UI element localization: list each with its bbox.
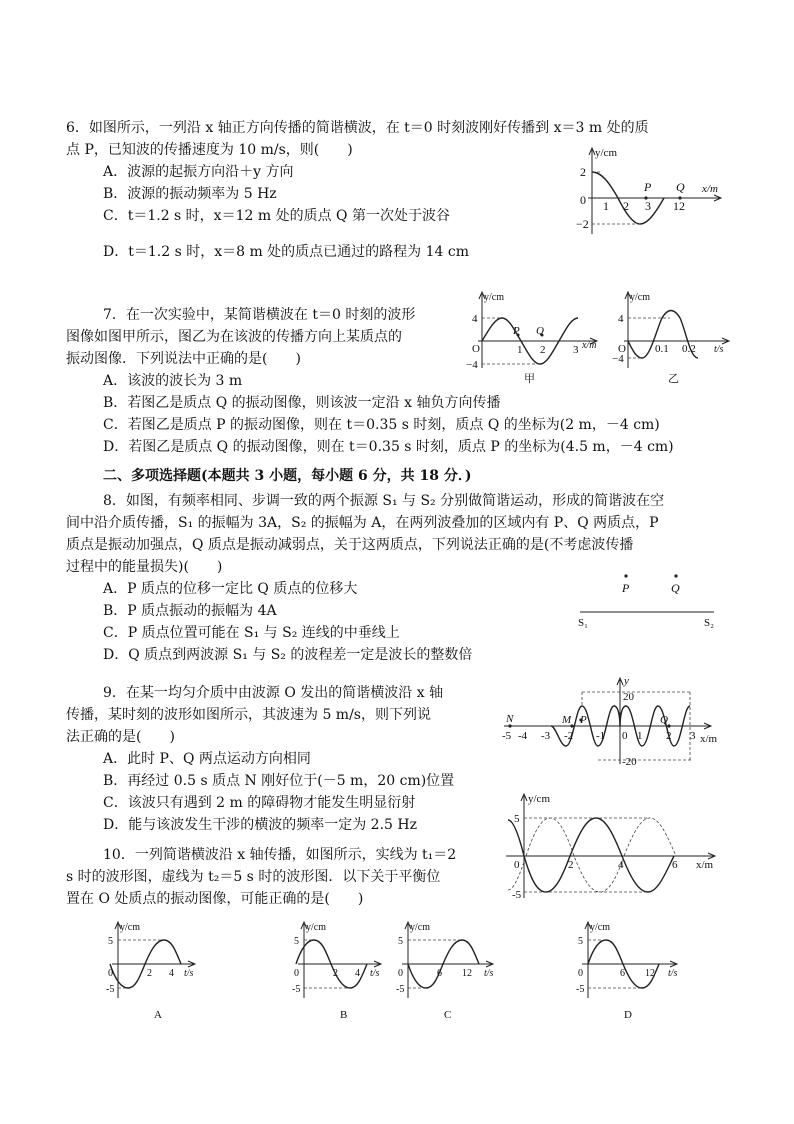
q7-stem-line2: 图像如图甲所示，图乙为在该波的传播方向上某质点的 — [66, 329, 402, 345]
q10-stem-line3: 置在 O 处质点的振动图像，可能正确的是( ) — [66, 891, 364, 907]
q8-option-d: D．Q 质点到两波源 S₁ 与 S₂ 的波程差一定是波长的整数倍 — [103, 647, 473, 663]
q10c-ylabel: y/cm — [410, 922, 430, 933]
q7b-caption: 乙 — [668, 373, 679, 385]
q10-fig-tick-2: 2 — [568, 859, 574, 871]
q10c-ypos: 5 — [398, 936, 403, 947]
q8-label-s2: S₂ — [704, 617, 714, 629]
q10-option-c-graph[interactable] — [392, 918, 500, 1023]
q6-fig-tick-1: 1 — [603, 199, 609, 213]
q10c-origin: 0 — [398, 968, 403, 979]
q10-stem-line1: 10．一列简谐横波沿 x 轴传播，如图所示，实线为 t₁＝2 — [103, 847, 457, 863]
q6-fig-tick-2: 2 — [623, 199, 629, 213]
q6-option-d: D．t＝1.2 s 时，x＝8 m 处的质点已通过的路程为 14 cm — [103, 244, 470, 260]
q8-option-a: A．P 质点的位移一定比 Q 质点的位移大 — [103, 581, 358, 597]
q8-label-q: Q — [671, 581, 680, 595]
q8-stem-line1: 8．如图，有频率相同、步调一致的两个振源 S₁ 与 S₂ 分别做简谐运动，形成的简谐波在空 — [103, 493, 665, 509]
q7a-tick-3: 3 — [573, 344, 579, 356]
q10b-tick-1: 2 — [333, 968, 338, 979]
q9-fig-tick-m4: -4 — [518, 730, 528, 742]
q7-option-c: C．若图乙是质点 P 的振动图像，则在 t＝0.35 s 时刻，质点 Q 的坐标为(2 m，－4 cm) — [103, 417, 660, 433]
q10a-tick-1: 2 — [147, 968, 152, 979]
q7-figure-a — [466, 286, 601, 386]
q7a-ylabel: y/cm — [484, 292, 504, 303]
q8-stem-line3: 质点是振动加强点，Q 质点是振动减弱点，关于这两质点，下列说法正确的是(不考虑波传播 — [66, 537, 634, 553]
q9-option-d: D．能与该波发生干涉的横波的频率一定为 2.5 Hz — [103, 817, 417, 833]
q7a-tick-2: 2 — [540, 344, 546, 356]
q6-option-c: C．t＝1.2 s 时，x＝12 m 处的质点 Q 第一次处于波谷 — [103, 208, 450, 224]
q10b-xlabel: t/s — [370, 968, 380, 979]
q10d-tick-2: 12 — [645, 968, 655, 979]
q7a-origin: O — [472, 343, 480, 355]
q10b-tick-2: 4 — [355, 968, 360, 979]
section-2-heading: 二、多项选择题(本题共 3 小题，每小题 6 分，共 18 分．) — [103, 468, 472, 484]
q10-fig-ypos: 5 — [514, 813, 520, 825]
q10d-origin: 0 — [578, 968, 583, 979]
q8-label-p: P — [622, 581, 630, 595]
q9-fig-label-q: Q — [660, 714, 668, 726]
q9-option-a: A．此时 P、Q 两点运动方向相同 — [103, 751, 311, 767]
q7a-caption: 甲 — [524, 373, 535, 385]
q6-wave-figure — [570, 142, 730, 242]
q10a-ylabel: y/cm — [120, 922, 140, 933]
q9-fig-label-n: N — [506, 713, 514, 725]
q10d-label: D — [624, 1009, 632, 1021]
q8-figure — [572, 568, 732, 630]
q10-wave-figure — [500, 790, 725, 905]
q10d-xlabel: t/s — [668, 968, 678, 979]
q6-fig-origin: 0 — [580, 193, 586, 207]
q10d-ypos: 5 — [578, 936, 583, 947]
q7-figure-b — [610, 286, 735, 386]
q8-option-b: B．P 质点振动的振幅为 4A — [103, 603, 277, 619]
q7-option-a: A．该波的波长为 3 m — [103, 373, 243, 389]
q7-stem-line1: 7．在一次实验中，某简谐横波在 t＝0 时刻的波形 — [103, 307, 416, 323]
q10b-ylabel: y/cm — [306, 922, 326, 933]
q10d-tick-1: 6 — [620, 968, 625, 979]
q10-option-b-graph[interactable] — [288, 918, 388, 1023]
q9-fig-tick-1: 1 — [637, 730, 643, 742]
q10-fig-yneg: -5 — [512, 889, 522, 901]
q10d-yneg: -5 — [576, 984, 585, 995]
q7-option-b: B．若图乙是质点 Q 的振动图像，则该波一定沿 x 轴负方向传播 — [103, 395, 501, 411]
q7-stem-line3: 振动图像．下列说法中正确的是( ) — [66, 351, 301, 367]
q8-option-c: C．P 质点位置可能在 S₁ 与 S₂ 连线的中垂线上 — [103, 625, 400, 641]
q9-fig-label-m: M — [562, 714, 572, 726]
q9-fig-origin: 0 — [622, 730, 628, 742]
q8-stem-line4: 过程中的能量损失)( ) — [66, 559, 223, 575]
q9-fig-ypos: 20 — [623, 691, 634, 703]
q10-fig-origin: 0 — [514, 859, 520, 871]
q10a-xlabel: t/s — [184, 968, 194, 979]
q10b-ypos: 5 — [294, 936, 299, 947]
q6-stem-line1: 6．如图所示，一列沿 x 轴正方向传播的简谐横波，在 t＝0 时刻波刚好传播到 x＝3 m 处的质 — [66, 120, 649, 136]
q6-fig-ypos: 2 — [580, 165, 586, 179]
q8-label-s1: S₁ — [578, 617, 588, 629]
q9-stem-line1: 9．在某一均匀介质中由波源 O 发出的简谐横波沿 x 轴 — [103, 685, 444, 701]
q7a-tick-1: 1 — [517, 344, 523, 356]
q10c-label: C — [444, 1009, 452, 1021]
q10a-tick-2: 4 — [169, 968, 174, 979]
q6-fig-label-q: Q — [676, 180, 685, 194]
q10-stem-line2: s 时的波形图，虚线为 t₂＝5 s 时的波形图．以下关于平衡位 — [66, 869, 441, 885]
q7b-origin: O — [618, 343, 626, 355]
q10-option-a-graph[interactable] — [102, 918, 202, 1023]
q6-fig-tick-3: 3 — [645, 199, 651, 213]
q6-fig-ylabel: y/cm — [595, 147, 617, 159]
q10a-origin: 0 — [108, 968, 113, 979]
q7a-label-q: Q — [536, 325, 544, 337]
q7b-tick-2: 0.2 — [682, 343, 696, 355]
q9-fig-xlabel: x/m — [700, 733, 718, 745]
q9-fig-tick-3: 3 — [690, 730, 696, 742]
q10-fig-xlabel: x/m — [696, 859, 714, 871]
q7b-tick-1: 0.1 — [655, 343, 669, 355]
q10a-yneg: -5 — [106, 984, 115, 995]
q10b-origin: 0 — [294, 968, 299, 979]
q7b-ypos: 4 — [618, 313, 624, 325]
q10a-ypos: 5 — [108, 936, 113, 947]
q10-fig-tick-6: 6 — [672, 859, 678, 871]
q7a-ypos: 4 — [472, 313, 478, 325]
q9-fig-ylabel: y — [624, 675, 629, 687]
q10d-ylabel: y/cm — [590, 922, 610, 933]
q7b-yneg: −4 — [612, 353, 624, 365]
q10b-label: B — [340, 1009, 348, 1021]
q10c-xlabel: t/s — [484, 968, 494, 979]
q10c-tick-2: 12 — [462, 968, 472, 979]
q10-option-d-graph[interactable] — [572, 918, 684, 1023]
q9-stem-line2: 传播，某时刻的波形如图所示，其波速为 5 m/s，则下列说 — [66, 707, 431, 723]
q9-option-c: C．该波只有遇到 2 m 的障碍物才能发生明显衍射 — [103, 795, 416, 811]
q9-option-b: B．再经过 0.5 s 质点 N 刚好位于(－5 m，20 cm)位置 — [103, 773, 455, 789]
q9-fig-tick-m2: -2 — [564, 730, 574, 742]
q10c-tick-1: 6 — [437, 968, 442, 979]
q7b-xlabel: t/s — [714, 344, 724, 355]
q9-fig-tick-m5: -5 — [502, 730, 512, 742]
q6-fig-yneg: −2 — [576, 217, 589, 231]
q9-wave-figure — [496, 676, 728, 768]
q10-fig-tick-4: 4 — [618, 859, 624, 871]
q10b-yneg: -5 — [292, 984, 301, 995]
q6-fig-label-p: P — [644, 180, 652, 194]
q6-stem-line2: 点 P，已知波的传播速度为 10 m/s，则( ) — [66, 142, 353, 158]
q7a-label-p: P — [513, 325, 520, 337]
q8-stem-line2: 间中沿介质传播，S₁ 的振幅为 3A，S₂ 的振幅为 A，在两列波叠加的区域内有 P、Q 两质点，P — [66, 515, 659, 531]
q9-fig-tick-m3: -3 — [541, 730, 551, 742]
q6-fig-xlabel: x/m — [702, 183, 718, 195]
q6-fig-tick-12: 12 — [673, 199, 685, 213]
q10-fig-ylabel: y/cm — [528, 793, 550, 805]
q9-fig-yneg: -20 — [622, 756, 637, 768]
q7-option-d: D．若图乙是质点 Q 的振动图像，则在 t＝0.35 s 时刻，质点 P 的坐标为(4.5 m，－4 cm) — [103, 439, 674, 455]
q6-option-b: B．波源的振动频率为 5 Hz — [103, 186, 277, 202]
q9-fig-tick-2: 2 — [666, 730, 672, 742]
q10c-yneg: -5 — [396, 984, 405, 995]
q9-fig-tick-m1: -1 — [596, 730, 606, 742]
q9-stem-line3: 法正确的是( ) — [66, 729, 175, 745]
q6-option-a: A．波源的起振方向沿＋y 方向 — [103, 164, 294, 180]
q7a-xlabel: x/m — [582, 340, 597, 351]
q7b-ylabel: y/cm — [630, 292, 650, 303]
q10a-label: A — [154, 1009, 162, 1021]
q7a-yneg: −4 — [466, 359, 478, 371]
q9-fig-label-p: P — [580, 714, 587, 726]
